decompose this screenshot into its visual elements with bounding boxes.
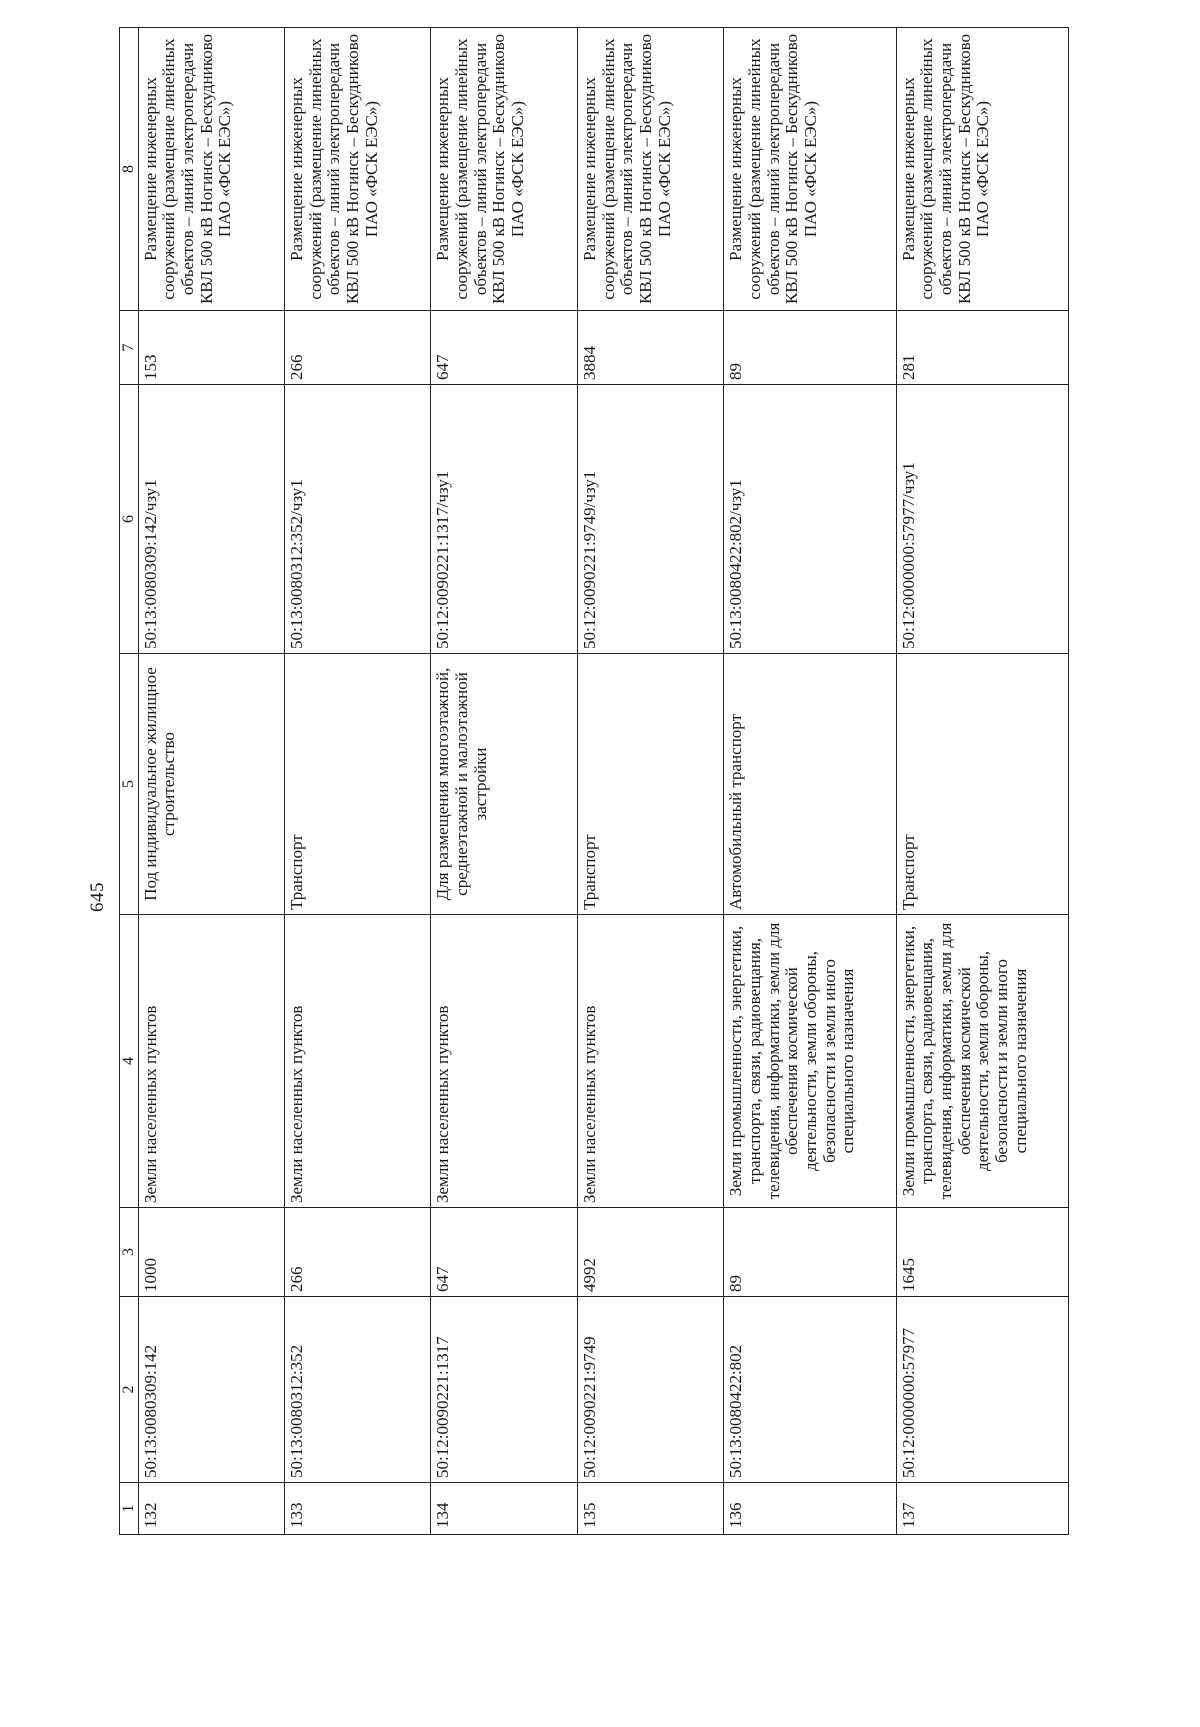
column-number: 7 [120,311,139,385]
plot-part-number: 50:13:0080309:142/чзу1 [138,385,284,654]
plot-part-area: 153 [138,311,284,385]
land-category: Земли населенных пунктов [138,915,284,1208]
permitted-use: Транспорт [285,654,431,915]
plot-part-area: 266 [285,311,431,385]
row-number: 134 [431,1483,577,1535]
column-number: 1 [120,1483,139,1535]
land-category: Земли населенных пунктов [431,915,577,1208]
permitted-use: Для размещения многоэтажной, среднеэтажной и малоэтажной застройки [431,654,577,915]
column-number: 8 [120,28,139,311]
plot-part-area: 281 [896,311,1068,385]
permitted-use: Транспорт [577,654,723,915]
column-number: 6 [120,385,139,654]
cadastral-number: 50:12:0000000:57977 [896,1297,1068,1483]
cadastral-number: 50:12:0090221:1317 [431,1297,577,1483]
plot-part-area: 647 [431,311,577,385]
column-number: 2 [120,1297,139,1483]
plot-area: 1645 [896,1208,1068,1297]
column-number: 3 [120,1208,139,1297]
plot-part-number: 50:13:0080312:352/чзу1 [285,385,431,654]
row-number: 137 [896,1483,1068,1535]
plot-area: 4992 [577,1208,723,1297]
table-row [431,28,577,1535]
rotated-page [87,33,1157,1727]
plot-area: 89 [724,1208,896,1297]
table-row [285,28,431,1535]
cadastral-number: 50:13:0080309:142 [138,1297,284,1483]
cadastral-number: 50:13:0080312:352 [285,1297,431,1483]
permitted-use: Транспорт [896,654,1068,915]
land-category: Земли промышленности, энергетики, транспорта, связи, радиовещания, телевидения, информатики, земли для обеспечения космической деятельности, земли обороны, безопасности и земли иного специального назначения [724,915,896,1208]
plot-part-area: 89 [724,311,896,385]
purpose: Размещение инженерных сооружений (размещение линейных объектов – линий электропередачи КВЛ 500 кВ Ногинск – Бескудниково ПАО «ФСК ЕЭС») [285,28,431,311]
plot-part-number: 50:12:0090221:1317/чзу1 [431,385,577,654]
row-number: 133 [285,1483,431,1535]
plot-area: 266 [285,1208,431,1297]
column-number-row [120,28,139,1535]
cadastral-number: 50:13:0080422:802 [724,1297,896,1483]
purpose: Размещение инженерных сооружений (размещение линейных объектов – линий электропередачи КВЛ 500 кВ Ногинск – Бескудниково ПАО «ФСК ЕЭС») [577,28,723,311]
plot-part-area: 3884 [577,311,723,385]
purpose: Размещение инженерных сооружений (размещение линейных объектов – линий электропередачи КВЛ 500 кВ Ногинск – Бескудниково ПАО «ФСК ЕЭС») [138,28,284,311]
plot-area: 1000 [138,1208,284,1297]
column-number: 5 [120,654,139,915]
land-category: Земли населенных пунктов [285,915,431,1208]
plot-part-number: 50:12:0000000:57977/чзу1 [896,385,1068,654]
permitted-use: Автомобильный транспорт [724,654,896,915]
cadastral-number: 50:12:0090221:9749 [577,1297,723,1483]
table-row [577,28,723,1535]
row-number: 136 [724,1483,896,1535]
land-plots-table [119,27,1069,1535]
plot-area: 647 [431,1208,577,1297]
land-category: Земли населенных пунктов [577,915,723,1208]
plot-part-number: 50:13:0080422:802/чзу1 [724,385,896,654]
column-number: 4 [120,915,139,1208]
table-row [896,28,1068,1535]
land-category: Земли промышленности, энергетики, транспорта, связи, радиовещания, телевидения, информатики, земли для обеспечения космической деятельности, земли обороны, безопасности и земли иного специального назначения [896,915,1068,1208]
row-number: 135 [577,1483,723,1535]
page-number: 645 [87,882,108,912]
purpose: Размещение инженерных сооружений (размещение линейных объектов – линий электропередачи КВЛ 500 кВ Ногинск – Бескудниково ПАО «ФСК ЕЭС») [724,28,896,311]
row-number: 132 [138,1483,284,1535]
table-row [138,28,284,1535]
purpose: Размещение инженерных сооружений (размещение линейных объектов – линий электропередачи КВЛ 500 кВ Ногинск – Бескудниково ПАО «ФСК ЕЭС») [896,28,1068,311]
purpose: Размещение инженерных сооружений (размещение линейных объектов – линий электропередачи КВЛ 500 кВ Ногинск – Бескудниково ПАО «ФСК ЕЭС») [431,28,577,311]
table-row [724,28,896,1535]
plot-part-number: 50:12:0090221:9749/чзу1 [577,385,723,654]
permitted-use: Под индивидуальное жилищное строительство [138,654,284,915]
